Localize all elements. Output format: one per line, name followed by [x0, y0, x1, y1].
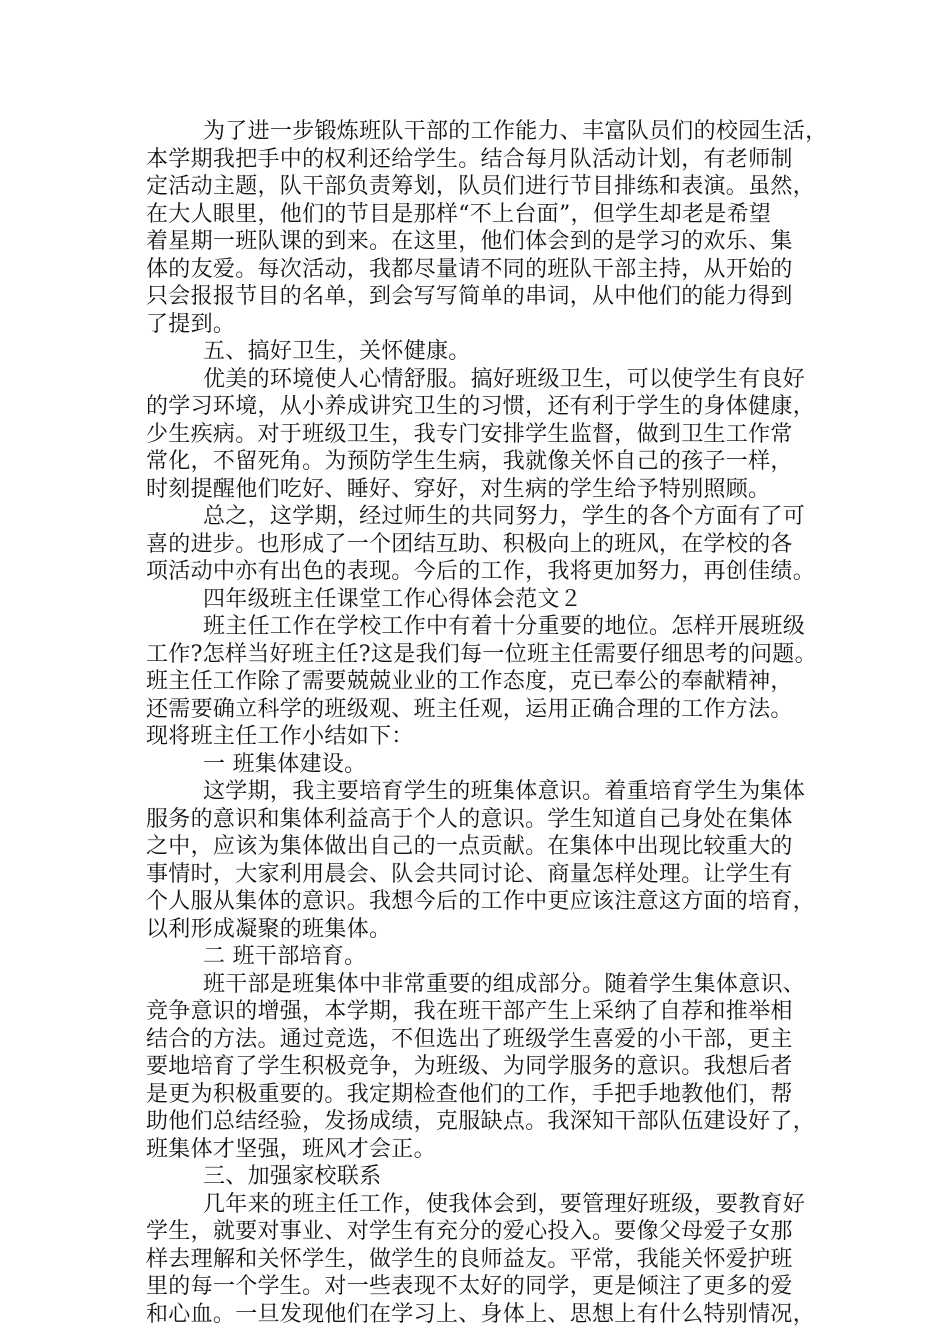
- text-line: 服务的意识和集体利益高于个人的意识。学生知道自己身处在集体: [146, 806, 793, 832]
- text-line: 几年来的班主任工作，使我体会到，要管理好班级，要教育好: [203, 1191, 806, 1217]
- text-line: 了提到。: [146, 311, 236, 337]
- text-line: 班干部是班集体中非常重要的组成部分。随着学生集体意识、: [203, 971, 806, 997]
- text-line: 体的友爱。每次活动，我都尽量请不同的班队干部主持，从开始的: [146, 256, 793, 282]
- text-line: 在大人眼里，他们的节目是那样“不上台面”，但学生却老是希望: [146, 201, 772, 227]
- text-line: 为了进一步锻炼班队干部的工作能力、丰富队员们的校园生活，: [203, 119, 828, 144]
- text-line: 班主任工作在学校工作中有着十分重要的地位。怎样开展班级: [203, 614, 806, 639]
- text-line: 里的每一个学生。对一些表现不太好的同学，更是倾注了更多的爱: [146, 1274, 793, 1299]
- text-line: 少生疾病。对于班级卫生，我专门安排学生监督，做到卫生工作常: [146, 421, 793, 447]
- text-line: 这学期，我主要培育学生的班集体意识。着重培育学生为集体: [203, 779, 806, 804]
- text-line: 定活动主题，队干部负责筹划，队员们进行节目排练和表演。虽然，: [146, 174, 816, 199]
- text-line: 四年级班主任课堂工作心得体会范文２: [203, 586, 583, 612]
- text-line: 常化，不留死角。为预防学生生病，我就像关怀自己的孩子一样，: [146, 449, 793, 474]
- text-line: 五、搞好卫生，关怀健康。: [203, 339, 471, 364]
- text-line: 是更为积极重要的。我定期检查他们的工作，手把手地教他们，帮: [146, 1081, 793, 1107]
- text-line: 结合的方法。通过竞选，不但选出了班级学生喜爱的小干部，更主: [146, 1026, 793, 1052]
- text-line: 还需要确立科学的班级观、班主任观，运用正确合理的工作方法。: [146, 696, 793, 722]
- document-body: [146, 118, 826, 1328]
- text-line: 三、加强家校联系: [203, 1164, 382, 1189]
- text-line: 的学习环境，从小养成讲究卫生的习惯，还有利于学生的身体健康，: [146, 394, 816, 419]
- text-line: 工作?怎样当好班主任?这是我们每一位班主任需要仔细思考的问题。: [146, 641, 817, 667]
- text-line: 班集体才坚强，班风才会正。: [146, 1136, 436, 1162]
- text-line: 学生，就要对事业、对学生有充分的爱心投入。要像父母爱子女那: [146, 1219, 793, 1244]
- text-line: 和心血。一旦发现他们在学习上、身体上、思想上有什么特别情况，: [146, 1301, 816, 1327]
- text-line: 现将班主任工作小结如下：: [146, 724, 414, 749]
- text-line: 着星期一班队课的到来。在这里，他们体会到的是学习的欢乐、集: [146, 229, 793, 254]
- text-line: 喜的进步。也形成了一个团结互助、积极向上的班风，在学校的各: [146, 531, 793, 557]
- text-line: 总之，这学期，经过师生的共同努力，学生的各个方面有了可: [203, 504, 806, 529]
- text-line: 时刻提醒他们吃好、睡好、穿好，对生病的学生给予特别照顾。: [146, 476, 771, 502]
- text-line: 项活动中亦有出色的表现。今后的工作，我将更加努力，再创佳绩。: [146, 559, 816, 584]
- text-line: 本学期我把手中的权利还给学生。结合每月队活动计划，有老师制: [146, 146, 793, 172]
- text-line: 竞争意识的增强，本学期，我在班干部产生上采纳了自荐和推举相: [146, 999, 793, 1024]
- text-line: 优美的环境使人心情舒服。搞好班级卫生，可以使学生有良好: [203, 366, 806, 392]
- text-line: 二 班干部培育。: [203, 944, 367, 969]
- text-line: 以利形成凝聚的班集体。: [146, 916, 392, 942]
- text-line: 一 班集体建设。: [203, 751, 367, 777]
- text-line: 班主任工作除了需要兢兢业业的工作态度，克已奉公的奉献精神，: [146, 669, 793, 694]
- text-line: 只会报报节目的名单，到会写写简单的串词，从中他们的能力得到: [146, 284, 793, 309]
- text-line: 事情时，大家利用晨会、队会共同讨论、商量怎样处理。让学生有: [146, 861, 793, 887]
- text-line: 助他们总结经验，发扬成绩，克服缺点。我深知干部队伍建设好了，: [146, 1109, 816, 1134]
- text-line: 个人服从集体的意识。我想今后的工作中更应该注意这方面的培育，: [146, 889, 816, 914]
- text-line: 之中，应该为集体做出自己的一点贡献。在集体中出现比较重大的: [146, 834, 793, 859]
- text-line: 要地培育了学生积极竞争，为班级、为同学服务的意识。我想后者: [146, 1054, 793, 1079]
- text-line: 样去理解和关怀学生，做学生的良师益友。平常，我能关怀爱护班: [146, 1246, 793, 1272]
